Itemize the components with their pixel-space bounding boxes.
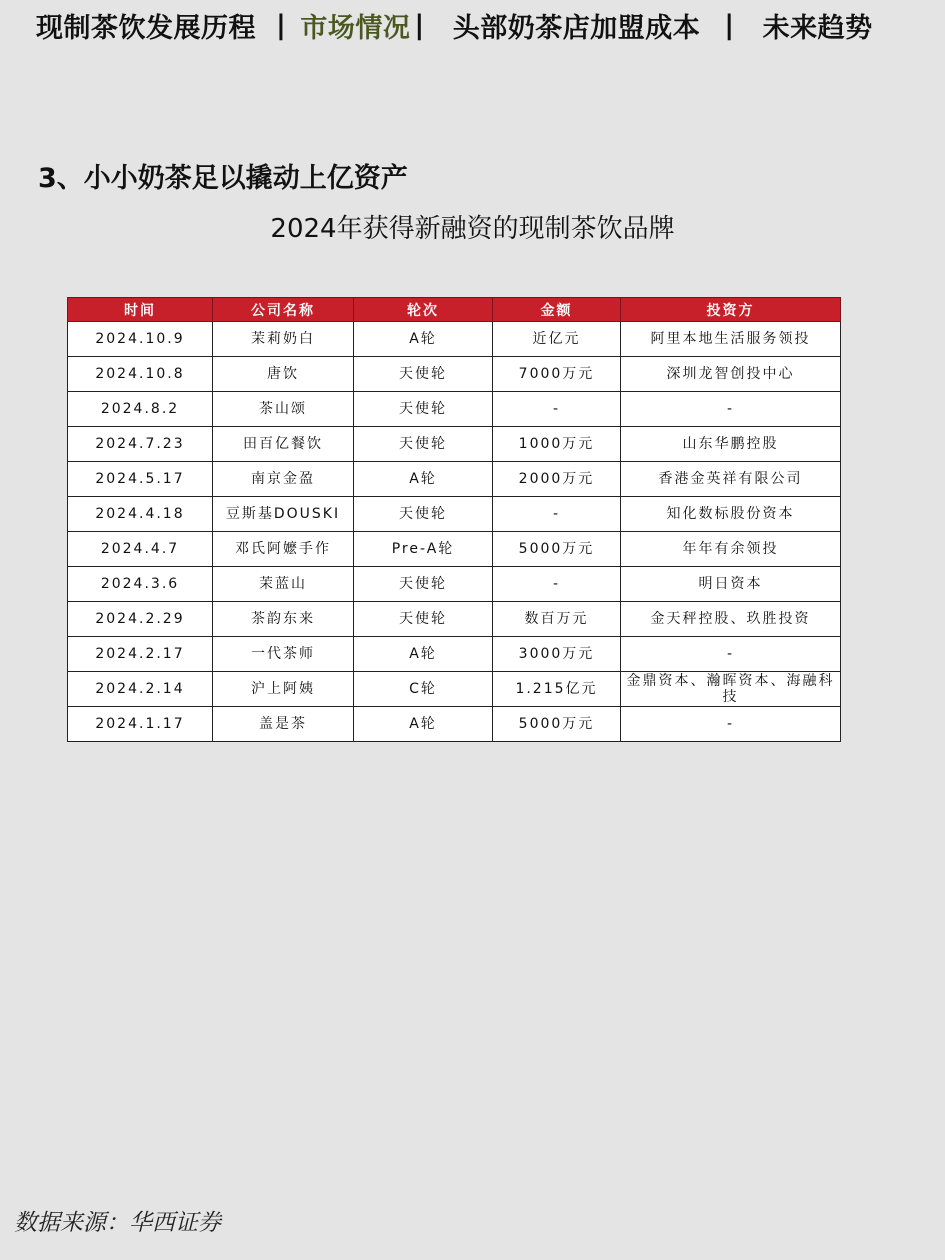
cell-round: 天使轮 xyxy=(354,567,493,602)
cell-time: 2024.8.2 xyxy=(68,392,213,427)
table-row xyxy=(68,357,841,392)
cell-company: 豆斯基DOUSKI xyxy=(213,497,354,532)
cell-company: 邓氏阿嬷手作 xyxy=(213,532,354,567)
cell-investor: - xyxy=(621,392,841,427)
cell-investor: 明日资本 xyxy=(621,567,841,602)
cell-company: 一代茶师 xyxy=(213,637,354,672)
cell-amount: 2000万元 xyxy=(493,462,621,497)
header-time: 时间 xyxy=(68,298,213,322)
cell-company: 盖是茶 xyxy=(213,707,354,742)
cell-amount: 数百万元 xyxy=(493,602,621,637)
table-header-row xyxy=(68,298,841,322)
cell-time: 2024.7.23 xyxy=(68,427,213,462)
cell-investor: 金天秤控股、玖胜投资 xyxy=(621,602,841,637)
header-company: 公司名称 xyxy=(213,298,354,322)
cell-round: A轮 xyxy=(354,462,493,497)
table-row xyxy=(68,672,841,707)
cell-time: 2024.2.17 xyxy=(68,637,213,672)
cell-round: 天使轮 xyxy=(354,427,493,462)
cell-company: 茉莉奶白 xyxy=(213,322,354,357)
cell-investor: 年年有余领投 xyxy=(621,532,841,567)
cell-amount: - xyxy=(493,497,621,532)
cell-round: C轮 xyxy=(354,672,493,707)
table-title: 2024年获得新融资的现制茶饮品牌 xyxy=(270,214,675,244)
nav-item-history[interactable]: 现制茶饮发展历程 xyxy=(36,12,256,44)
cell-company: 唐饮 xyxy=(213,357,354,392)
cell-round: 天使轮 xyxy=(354,497,493,532)
cell-time: 2024.2.14 xyxy=(68,672,213,707)
cell-amount: 近亿元 xyxy=(493,322,621,357)
cell-time: 2024.4.18 xyxy=(68,497,213,532)
header-amount: 金额 xyxy=(493,298,621,322)
cell-amount: 5000万元 xyxy=(493,532,621,567)
cell-round: A轮 xyxy=(354,637,493,672)
cell-amount: 7000万元 xyxy=(493,357,621,392)
cell-round: Pre-A轮 xyxy=(354,532,493,567)
nav-item-market[interactable]: 市场情况 xyxy=(300,12,411,44)
table-row xyxy=(68,637,841,672)
cell-company: 茶韵东来 xyxy=(213,602,354,637)
cell-amount: 1000万元 xyxy=(493,427,621,462)
cell-investor: 香港金英祥有限公司 xyxy=(621,462,841,497)
cell-round: 天使轮 xyxy=(354,392,493,427)
cell-round: 天使轮 xyxy=(354,357,493,392)
cell-amount: 1.215亿元 xyxy=(493,672,621,707)
table-row xyxy=(68,322,841,357)
cell-investor: 阿里本地生活服务领投 xyxy=(621,322,841,357)
table-row xyxy=(68,567,841,602)
cell-investor: 知化数标股份资本 xyxy=(621,497,841,532)
table-row xyxy=(68,427,841,462)
cell-time: 2024.5.17 xyxy=(68,462,213,497)
cell-investor: - xyxy=(621,637,841,672)
cell-investor: 深圳龙智创投中心 xyxy=(621,357,841,392)
section-title: 3、小小奶茶足以撬动上亿资产 xyxy=(38,163,408,194)
cell-investor: - xyxy=(621,707,841,742)
header-investor: 投资方 xyxy=(621,298,841,322)
top-navigation xyxy=(36,6,926,44)
cell-time: 2024.10.8 xyxy=(68,357,213,392)
cell-company: 南京金盈 xyxy=(213,462,354,497)
table-row xyxy=(68,392,841,427)
cell-time: 2024.10.9 xyxy=(68,322,213,357)
table-row xyxy=(68,707,841,742)
nav-item-franchise-cost[interactable]: 头部奶茶店加盟成本 xyxy=(452,12,701,44)
cell-time: 2024.1.17 xyxy=(68,707,213,742)
funding-table xyxy=(67,297,841,742)
cell-company: 田百亿餐饮 xyxy=(213,427,354,462)
cell-company: 沪上阿姨 xyxy=(213,672,354,707)
table-body xyxy=(68,322,841,742)
table-row xyxy=(68,532,841,567)
cell-investor: 金鼎资本、瀚晖资本、海融科技 xyxy=(621,672,841,707)
table-row xyxy=(68,462,841,497)
cell-time: 2024.4.7 xyxy=(68,532,213,567)
cell-company: 茉蓝山 xyxy=(213,567,354,602)
cell-investor: 山东华鹏控股 xyxy=(621,427,841,462)
nav-separator: | xyxy=(276,9,287,41)
cell-time: 2024.2.29 xyxy=(68,602,213,637)
cell-amount: 5000万元 xyxy=(493,707,621,742)
table-row xyxy=(68,602,841,637)
cell-round: A轮 xyxy=(354,707,493,742)
data-source: 数据来源：华西证券 xyxy=(14,1210,221,1236)
header-round: 轮次 xyxy=(354,298,493,322)
cell-round: 天使轮 xyxy=(354,602,493,637)
cell-amount: 3000万元 xyxy=(493,637,621,672)
nav-separator: | xyxy=(724,9,735,41)
cell-amount: - xyxy=(493,392,621,427)
nav-item-future-trends[interactable]: 未来趋势 xyxy=(762,12,873,44)
cell-company: 茶山颂 xyxy=(213,392,354,427)
cell-time: 2024.3.6 xyxy=(68,567,213,602)
cell-round: A轮 xyxy=(354,322,493,357)
cell-amount: - xyxy=(493,567,621,602)
nav-separator: | xyxy=(414,9,425,41)
table-row xyxy=(68,497,841,532)
